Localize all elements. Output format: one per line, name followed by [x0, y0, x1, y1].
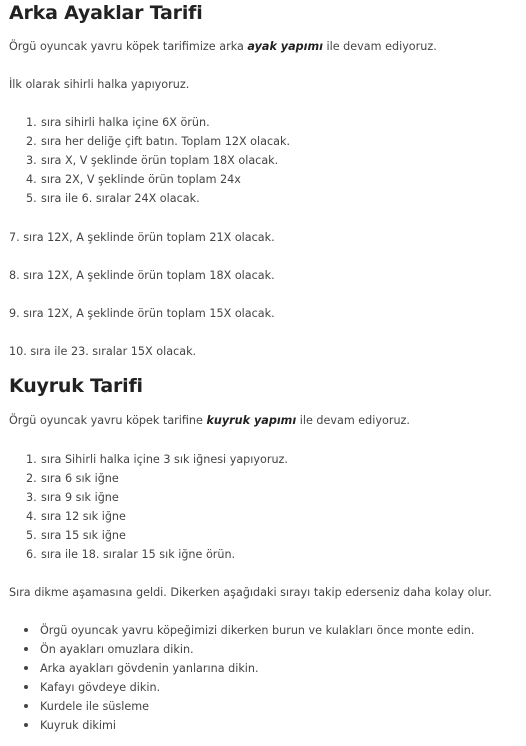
list-text: sıra her deliğe çift batın. Toplam 12X olacak.	[41, 135, 291, 148]
list-number: 5.	[26, 529, 37, 542]
list-item	[26, 116, 210, 130]
magic-ring-line: İlk olarak sihirli halka yapıyoruz.	[9, 78, 190, 91]
list-number: 4.	[26, 173, 37, 186]
bullet-text: Kuyruk dikimi	[40, 719, 117, 732]
bullet-text: Ön ayakları omuzlara dikin.	[40, 643, 194, 656]
list-item	[26, 192, 200, 206]
row-8-line: 8. sıra 12X, A şeklinde örün toplam 18X olacak.	[9, 269, 275, 282]
list-text: sıra 9 sık iğne	[41, 491, 119, 504]
list-number: 6.	[26, 548, 37, 561]
bullet-text: Arka ayakları gövdenin yanlarına dikin.	[40, 662, 259, 675]
list-number: 1.	[26, 453, 37, 466]
bullet-text: Kurdele ile süsleme	[40, 700, 149, 713]
list-text: sıra 2X, V şeklinde örün toplam 24x	[41, 173, 241, 186]
intro-text-end: ile devam ediyoruz.	[296, 414, 410, 427]
bullet-dot-icon	[24, 647, 28, 651]
bullet-item	[24, 719, 116, 733]
section-title-hind-legs: Arka Ayaklar Tarifi	[9, 2, 203, 24]
list-text: sıra ile 18. sıralar 15 sık iğne örün.	[41, 548, 236, 561]
list-item	[26, 529, 126, 543]
row-7-line: 7. sıra 12X, A şeklinde örün toplam 21X olacak.	[9, 231, 275, 244]
assembly-intro: Sıra dikme aşamasına geldi. Dikerken aşağıdaki sırayı takip ederseniz daha kolay olur.	[9, 586, 492, 599]
row-9-line: 9. sıra 12X, A şeklinde örün toplam 15X olacak.	[9, 307, 275, 320]
list-text: sıra Sihirli halka içine 3 sık iğnesi yapıyoruz.	[41, 453, 288, 466]
list-number: 2.	[26, 135, 37, 148]
list-item	[26, 173, 241, 187]
list-item	[26, 548, 235, 562]
list-number: 1.	[26, 116, 37, 129]
list-item	[26, 453, 288, 467]
tail-intro	[9, 414, 410, 428]
bullet-dot-icon	[24, 628, 28, 632]
intro-text: Örgü oyuncak yavru köpek tarifine	[9, 414, 207, 427]
list-number: 5.	[26, 192, 37, 205]
bullet-dot-icon	[24, 685, 28, 689]
bullet-dot-icon	[24, 723, 28, 727]
list-number: 4.	[26, 510, 37, 523]
bullet-text: Örgü oyuncak yavru köpeğimizi dikerken burun ve kulakları önce monte edin.	[40, 624, 475, 637]
intro-text: Örgü oyuncak yavru köpek tarifimize arka	[9, 40, 248, 53]
list-text: sıra X, V şeklinde örün toplam 18X olacak.	[41, 154, 279, 167]
list-item	[26, 491, 119, 505]
section-title-tail: Kuyruk Tarifi	[9, 375, 143, 397]
bullet-item	[24, 681, 160, 695]
intro-emphasis: kuyruk yapımı	[206, 414, 297, 427]
row-10-line: 10. sıra ile 23. sıralar 15X olacak.	[9, 345, 197, 358]
bullet-item	[24, 643, 194, 657]
bullet-dot-icon	[24, 704, 28, 708]
bullet-item	[24, 662, 259, 676]
list-text: sıra 12 sık iğne	[41, 510, 126, 523]
list-text: sıra ile 6. sıralar 24X olacak.	[41, 192, 200, 205]
list-number: 3.	[26, 154, 37, 167]
bullet-text: Kafayı gövdeye dikin.	[40, 681, 161, 694]
list-item	[26, 154, 278, 168]
intro-text-end: ile devam ediyoruz.	[322, 40, 437, 53]
bullet-item	[24, 700, 149, 714]
list-number: 3.	[26, 491, 37, 504]
list-item	[26, 472, 119, 486]
list-item	[26, 510, 126, 524]
hind-legs-intro	[9, 40, 437, 54]
bullet-item	[24, 624, 474, 638]
list-text: sıra 15 sık iğne	[41, 529, 126, 542]
intro-emphasis: ayak yapımı	[247, 40, 323, 53]
list-text: sıra 6 sık iğne	[41, 472, 119, 485]
list-text: sıra sihirli halka içine 6X örün.	[41, 116, 210, 129]
list-item	[26, 135, 290, 149]
bullet-dot-icon	[24, 666, 28, 670]
list-number: 2.	[26, 472, 37, 485]
